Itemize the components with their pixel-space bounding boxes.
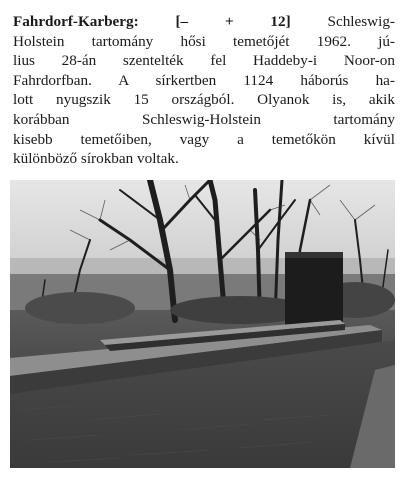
entry-line-8: különböző sírokban voltak.	[13, 150, 179, 168]
entry-line-1-text: Schleswig-	[327, 13, 395, 30]
entry-line-5: lott nyugszik 15 országból. Olyanok is, akik	[13, 91, 395, 109]
entry-heading: Fahrdorf-Karberg:	[13, 13, 139, 30]
entry-line-3: lius 28-án szentelték fel Haddeby-i Noor-on	[13, 52, 395, 70]
cemetery-entry	[13, 12, 395, 169]
memorial-stone-top	[285, 252, 343, 258]
cemetery-photo-graphic	[10, 180, 395, 468]
entry-line-4: Fahrdorfban. A sírkertben 1124 háborús ha-	[13, 71, 395, 89]
entry-line-1	[13, 12, 395, 32]
entry-code: [– + 12]	[175, 13, 291, 30]
cemetery-photo	[10, 180, 395, 468]
entry-line-7: kisebb temetőiben, vagy a temetőkön kívül	[13, 130, 395, 148]
bush-left	[25, 292, 135, 324]
entry-line-6: korábban Schleswig-Holstein tartomány	[13, 110, 395, 128]
entry-line-2: Holstein tartomány hősi temetőjét 1962. jú-	[13, 32, 395, 50]
memorial-stone	[285, 252, 343, 330]
